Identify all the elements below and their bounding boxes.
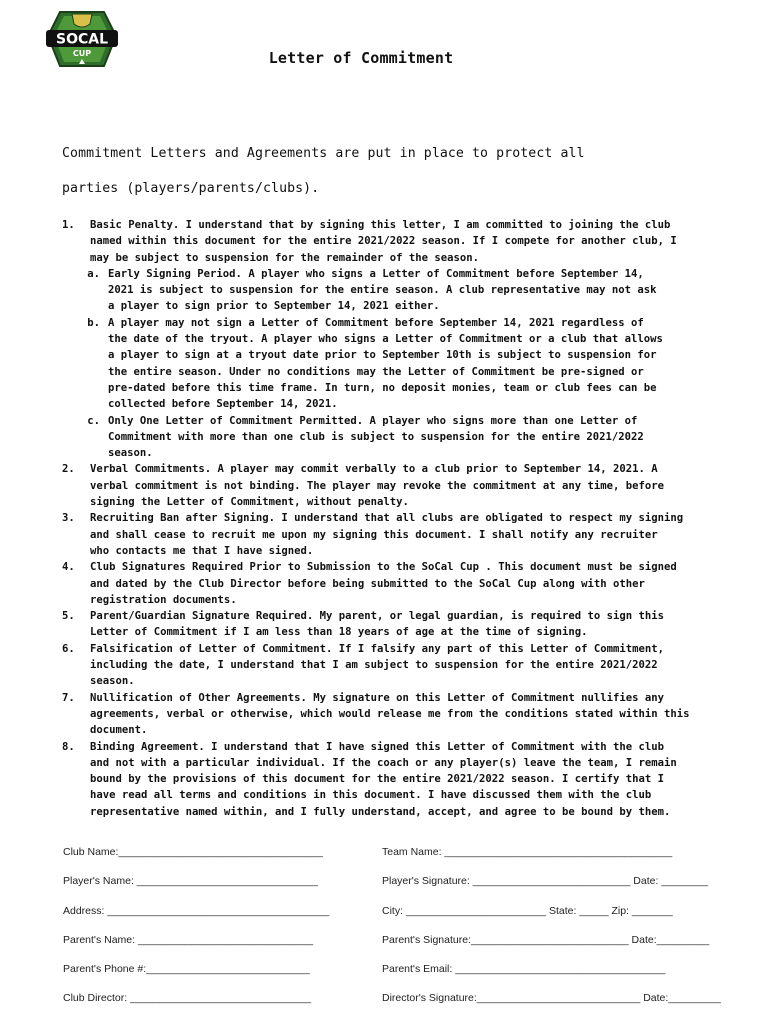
term-text-line: registration documents. — [90, 593, 237, 606]
form-field-right[interactable]: Parent's Email: ____________________________________ — [382, 963, 666, 976]
term-text-line: have read all terms and conditions in this document. I have discussed them with the club — [90, 789, 652, 802]
term-number: 4. — [62, 561, 75, 574]
term-item — [62, 608, 734, 641]
term-text-line: and shall cease to recruit me upon my signing this document. I shall notify any recruiter — [90, 528, 658, 541]
field-row — [63, 846, 723, 875]
field-row — [63, 905, 723, 934]
term-item — [62, 217, 734, 266]
term-text-line: who contacts me that I have signed. — [90, 544, 314, 557]
term-text-line: Club Signatures Required Prior to Submission to the SoCal Cup . This document must be signed — [90, 561, 677, 574]
form-field-right[interactable]: Parent's Signature:___________________________ Date:_________ — [382, 933, 710, 946]
term-item — [62, 461, 734, 510]
term-text-line: Basic Penalty. I understand that by signing this letter, I am committed to joining the club — [90, 219, 671, 231]
term-text-line: may be subject to suspension for the remainder of the season. — [90, 251, 480, 264]
term-text-line: Nullification of Other Agreements. My signature on this Letter of Commitment nullifies any — [90, 691, 665, 704]
sub-term-text-line: pre-dated before this time frame. In turn, no deposit monies, team or club fees can be — [108, 381, 657, 394]
term-number: 7. — [62, 691, 75, 704]
sub-term-text-line: a player to sign prior to September 14, 2021 either. — [108, 300, 440, 313]
term-text-line: signing the Letter of Commitment, without penalty. — [90, 496, 409, 509]
field-row — [63, 934, 723, 963]
intro-line-1: Commitment Letters and Agreements are put in place to protect all — [62, 146, 585, 161]
sub-term-text-line: the date of the tryout. A player who signs a Letter of Commitment or a club that allows — [108, 333, 663, 346]
term-number: 1. — [62, 219, 75, 231]
term-text-line: Binding Agreement. I understand that I have signed this Letter of Commitment with the club — [90, 740, 665, 753]
term-text-line: and dated by the Club Director before being submitted to the SoCal Cup along with other — [90, 577, 645, 590]
sub-term-letter: b. — [87, 316, 100, 329]
term-text-line: Letter of Commitment if I am less than 18 years of age at the time of signing. — [90, 626, 588, 639]
term-text-line: season. — [90, 675, 135, 688]
term-number: 2. — [62, 463, 75, 476]
terms-list — [62, 217, 734, 820]
form-field-right[interactable]: Team Name: _______________________________________ — [382, 846, 673, 858]
term-text-line: document. — [90, 724, 148, 737]
sub-term-text-line: collected before September 14, 2021. — [108, 398, 338, 411]
term-number: 5. — [62, 610, 75, 623]
form-field-left[interactable]: Address: ______________________________________ — [63, 904, 330, 917]
term-text-line: bound by the provisions of this document for the entire 2021/2022 season. I certify that I — [90, 773, 665, 786]
sub-term-text-line: Early Signing Period. A player who signs a Letter of Commitment before September 14, — [108, 267, 644, 280]
logo-text: SOCAL — [55, 31, 109, 48]
term-item — [62, 690, 734, 739]
sub-term-text-line: the entire season. Under no conditions may the Letter of Commitment be pre-signed or — [108, 365, 644, 378]
intro-line-2: parties (players/parents/clubs). — [62, 181, 320, 196]
sub-term-text-line: Commitment with more than one club is subject to suspension for the entire 2021/2022 — [108, 430, 644, 443]
term-text-line: including the date, I understand that I am subject to suspension for the entire 2021/2022 — [90, 659, 658, 672]
term-item — [62, 641, 734, 690]
form-field-left[interactable]: Club Name:___________________________________ — [63, 846, 323, 858]
form-field-left[interactable]: Parent's Name: ______________________________ — [63, 933, 314, 946]
term-number: 3. — [62, 512, 75, 525]
term-text-line: named within this document for the entire 2021/2022 season. If I compete for another club, I — [90, 235, 677, 248]
term-item — [62, 510, 734, 559]
form-field-left[interactable]: Parent's Phone #:____________________________ — [63, 963, 310, 976]
term-item — [62, 559, 734, 608]
sub-term-text-line: a player to sign at a tryout date prior to September 10th is subject to suspension for — [108, 349, 657, 362]
form-field-left[interactable]: Player's Name: _______________________________ — [63, 875, 318, 888]
term-text-line: Verbal Commitments. A player may commit verbally to a club prior to September 14, 2021. A — [90, 463, 658, 476]
sub-term-item — [62, 266, 734, 315]
field-row — [63, 963, 723, 992]
form-field-right[interactable]: Director's Signature:____________________________ Date:_________ — [382, 992, 721, 1005]
sub-term-text-line: A player may not sign a Letter of Commitment before September 14, 2021 regardless of — [108, 316, 644, 329]
sub-term-text-line: season. — [108, 447, 153, 460]
sub-term-item — [62, 413, 734, 462]
form-field-right[interactable]: City: ________________________ State: _____ Zip: _______ — [382, 904, 673, 917]
term-item — [62, 739, 734, 820]
sub-term-letter: c. — [87, 414, 100, 427]
form-field-left[interactable]: Club Director: _______________________________ — [63, 992, 312, 1005]
sub-term-item — [62, 315, 734, 413]
term-text-line: verbal commitment is not binding. The player may revoke the commitment at any time, before — [90, 479, 665, 492]
term-text-line: Recruiting Ban after Signing. I understand that all clubs are obligated to respect my signing — [90, 512, 684, 525]
term-number: 6. — [62, 642, 75, 655]
sub-term-letter: a. — [87, 267, 100, 280]
term-text-line: representative named within, and I fully understand, accept, and agree to be bound by them. — [90, 805, 671, 818]
term-text-line: Falsification of Letter of Commitment. If I falsify any part of this Letter of Commitment, — [90, 642, 665, 655]
logo-subtext: CUP — [72, 49, 92, 58]
sub-term-text-line: Only One Letter of Commitment Permitted. A player who signs more than one Letter of — [108, 414, 638, 427]
term-text-line: and not with a particular individual. If the coach or any player(s) leave the team, I remain — [90, 756, 677, 769]
field-row — [63, 875, 723, 904]
form-field-right[interactable]: Player's Signature: ___________________________ Date: ________ — [382, 875, 709, 888]
term-text-line: agreements, verbal or otherwise, which would release me from the conditions stated within this — [90, 707, 690, 720]
signature-fields — [63, 846, 723, 1022]
field-row — [63, 992, 723, 1021]
sub-term-text-line: 2021 is subject to suspension for the entire season. A club representative may not ask — [108, 284, 657, 297]
term-number: 8. — [62, 740, 75, 753]
page-title: Letter of Commitment — [268, 49, 454, 67]
term-text-line: Parent/Guardian Signature Required. My parent, or legal guardian, is required to sign this — [90, 610, 665, 623]
